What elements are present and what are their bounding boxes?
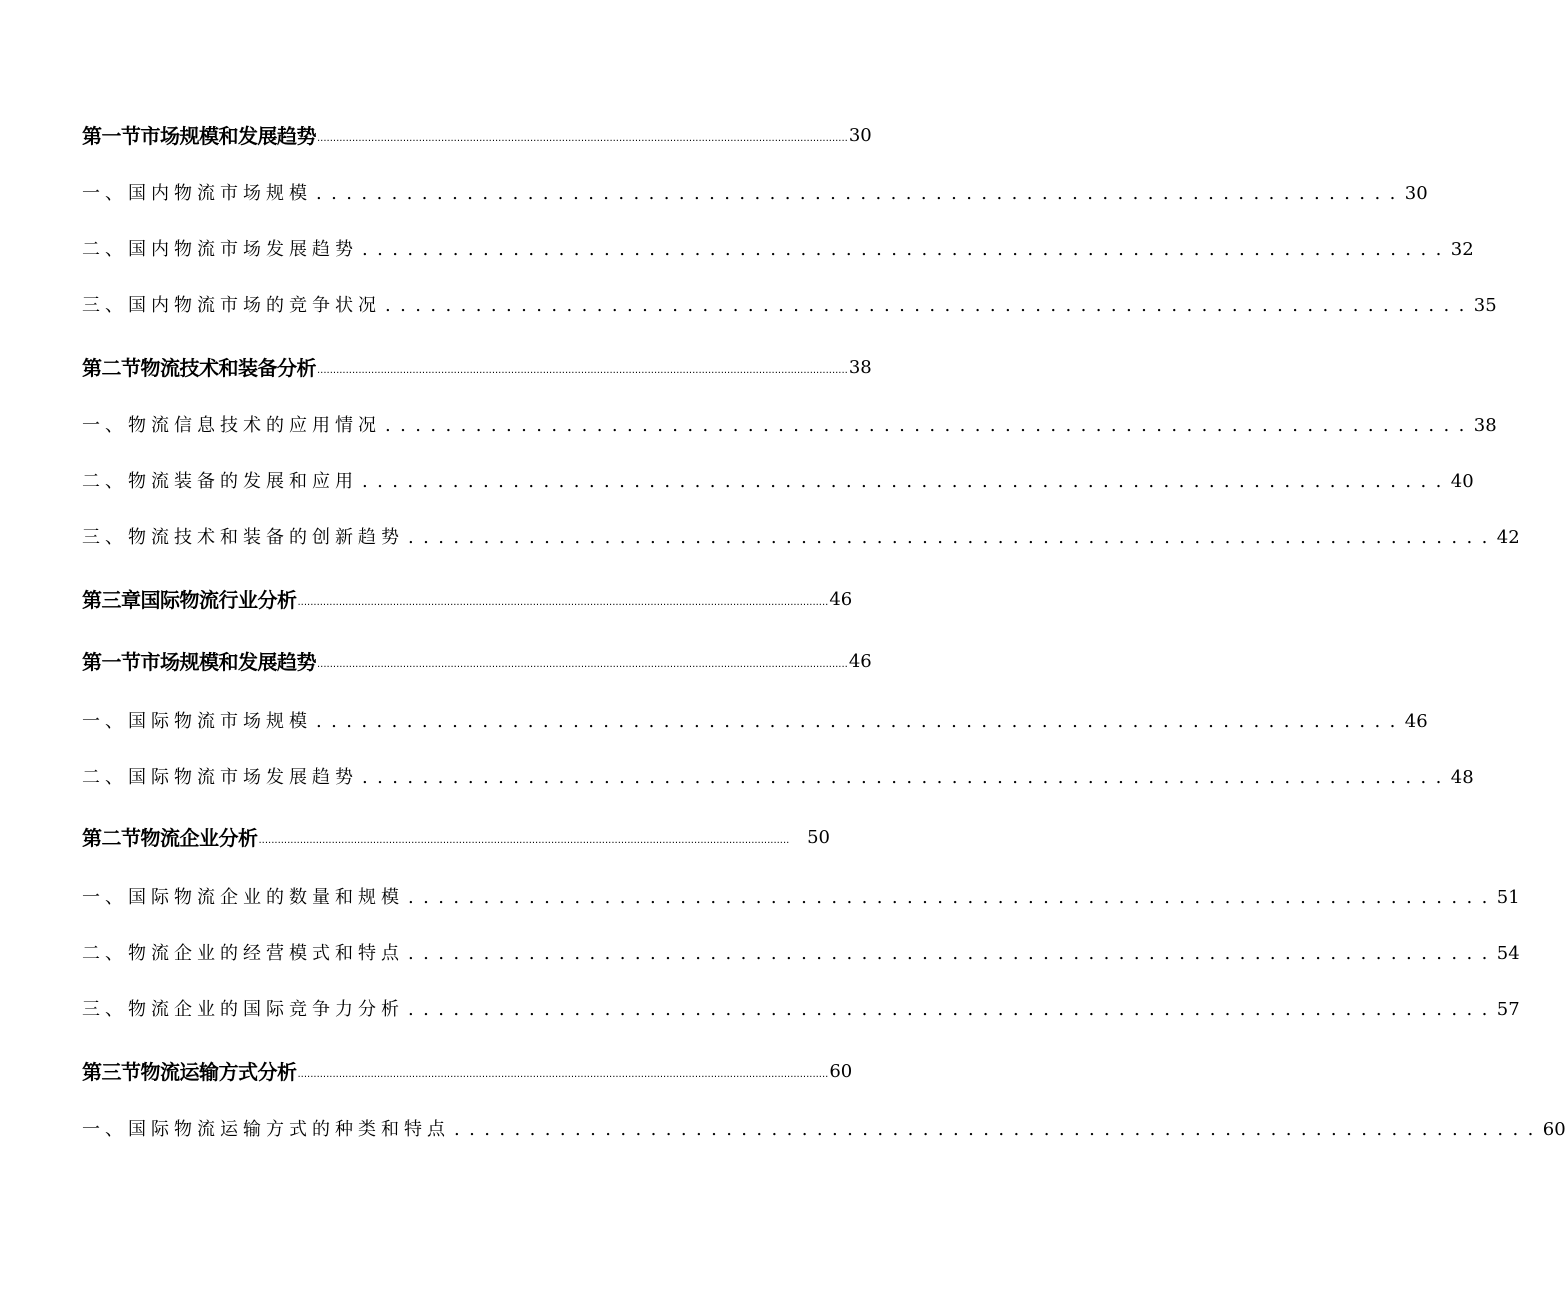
toc-entry-page: 30 (848, 125, 872, 146)
toc-entry-page: 50 (807, 827, 830, 848)
toc-entry-title: 一、国际物流市场规模 (82, 711, 312, 732)
dot-leader: ........................................................................ (408, 999, 1497, 1020)
toc-entry-page: 46 (1404, 711, 1428, 732)
toc-entry-page: 32 (1450, 239, 1474, 260)
toc-entry-title: 二、物流装备的发展和应用 (82, 471, 358, 492)
toc-entry-title: 第一节市场规模和发展趋势 (82, 124, 316, 148)
toc-entry[interactable] (82, 878, 1520, 912)
dot-leader: ........................................................................ (316, 711, 1405, 732)
toc-entry-page: 35 (1473, 295, 1497, 316)
toc-entry-page: 60 (829, 1061, 853, 1082)
toc-entry-title: 二、国际物流市场发展趋势 (82, 767, 358, 788)
dot-leader: ....................................................................................................................................................................... (317, 659, 848, 670)
toc-entry-page: 40 (1450, 471, 1474, 492)
toc-entry[interactable] (82, 230, 1474, 264)
toc-entry[interactable] (82, 174, 1428, 208)
toc-entry[interactable] (82, 580, 853, 614)
toc-entry[interactable] (82, 758, 1474, 792)
dot-leader: ....................................................................................................................................................................... (317, 365, 848, 376)
toc-entry[interactable] (82, 934, 1520, 968)
toc-entry-title: 一、国际物流企业的数量和规模 (82, 887, 404, 908)
dot-leader: ....................................................................................................................................................................... (297, 597, 829, 608)
toc-entry-title: 一、国际物流运输方式的种类和特点 (82, 1119, 450, 1140)
toc-entry-title: 第二节物流技术和装备分析 (82, 356, 316, 380)
toc-entry-page: 54 (1496, 943, 1520, 964)
toc-entry-title: 三、物流技术和装备的创新趋势 (82, 527, 404, 548)
toc-entry[interactable] (82, 1110, 1566, 1144)
toc-entry-title: 一、国内物流市场规模 (82, 183, 312, 204)
toc-entry-page: 38 (1473, 415, 1497, 436)
toc-entry-title: 第三节物流运输方式分析 (82, 1060, 297, 1084)
dot-leader: ........................................................................ (362, 239, 1451, 260)
toc-entry-page: 30 (1404, 183, 1428, 204)
toc-entry[interactable] (82, 518, 1520, 552)
toc-entry-page: 51 (1496, 887, 1520, 908)
toc-entry-title: 二、国内物流市场发展趋势 (82, 239, 358, 260)
toc-entry-page: 57 (1496, 999, 1520, 1020)
toc-entry-title: 一、物流信息技术的应用情况 (82, 415, 381, 436)
toc-entry-page: 42 (1496, 527, 1520, 548)
dot-leader: ........................................................................ (408, 887, 1497, 908)
toc-entry-title: 三、国内物流市场的竞争状况 (82, 295, 381, 316)
toc-entry-title: 三、物流企业的国际竞争力分析 (82, 999, 404, 1020)
toc-entry[interactable] (82, 462, 1474, 496)
toc-entry[interactable] (82, 818, 830, 852)
dot-leader: ........................................................................ (385, 295, 1474, 316)
dot-leader: ........................................................................ (385, 415, 1474, 436)
toc-entry[interactable] (82, 1052, 853, 1086)
dot-leader: ....................................................................................................................................................................... (297, 1069, 829, 1080)
dot-leader: ....................................................................................................................................................................... (317, 133, 848, 144)
toc-entry-page: 46 (848, 651, 872, 672)
dot-leader: ........................................................................ (362, 471, 1451, 492)
dot-leader: ........................................................................ (408, 527, 1497, 548)
toc-entry[interactable] (82, 116, 872, 150)
dot-leader: ........................................................................ (362, 767, 1451, 788)
toc-entry-title: 二、物流企业的经营模式和特点 (82, 943, 404, 964)
toc-entry-title: 第一节市场规模和发展趋势 (82, 650, 316, 674)
toc-entry-page: 38 (848, 357, 872, 378)
toc-entry[interactable] (82, 406, 1497, 440)
toc-entry-page: 46 (829, 589, 853, 610)
toc-entry[interactable] (82, 990, 1520, 1024)
toc-entry[interactable] (82, 286, 1497, 320)
toc-entry[interactable] (82, 642, 872, 676)
dot-leader: ........................................................................ (454, 1119, 1543, 1140)
toc-entry-title: 第三章国际物流行业分析 (82, 588, 297, 612)
toc-entry-page: 60 (1542, 1119, 1566, 1140)
toc-entry-title: 第二节物流企业分析 (82, 826, 258, 850)
dot-leader: ........................................................................ (408, 943, 1497, 964)
dot-leader: ........................................................................ (316, 183, 1405, 204)
dot-leader: ....................................................................................................................................................................... (258, 835, 790, 846)
toc-entry[interactable] (82, 702, 1428, 736)
toc-entry-page: 48 (1450, 767, 1474, 788)
toc-entry[interactable] (82, 348, 872, 382)
